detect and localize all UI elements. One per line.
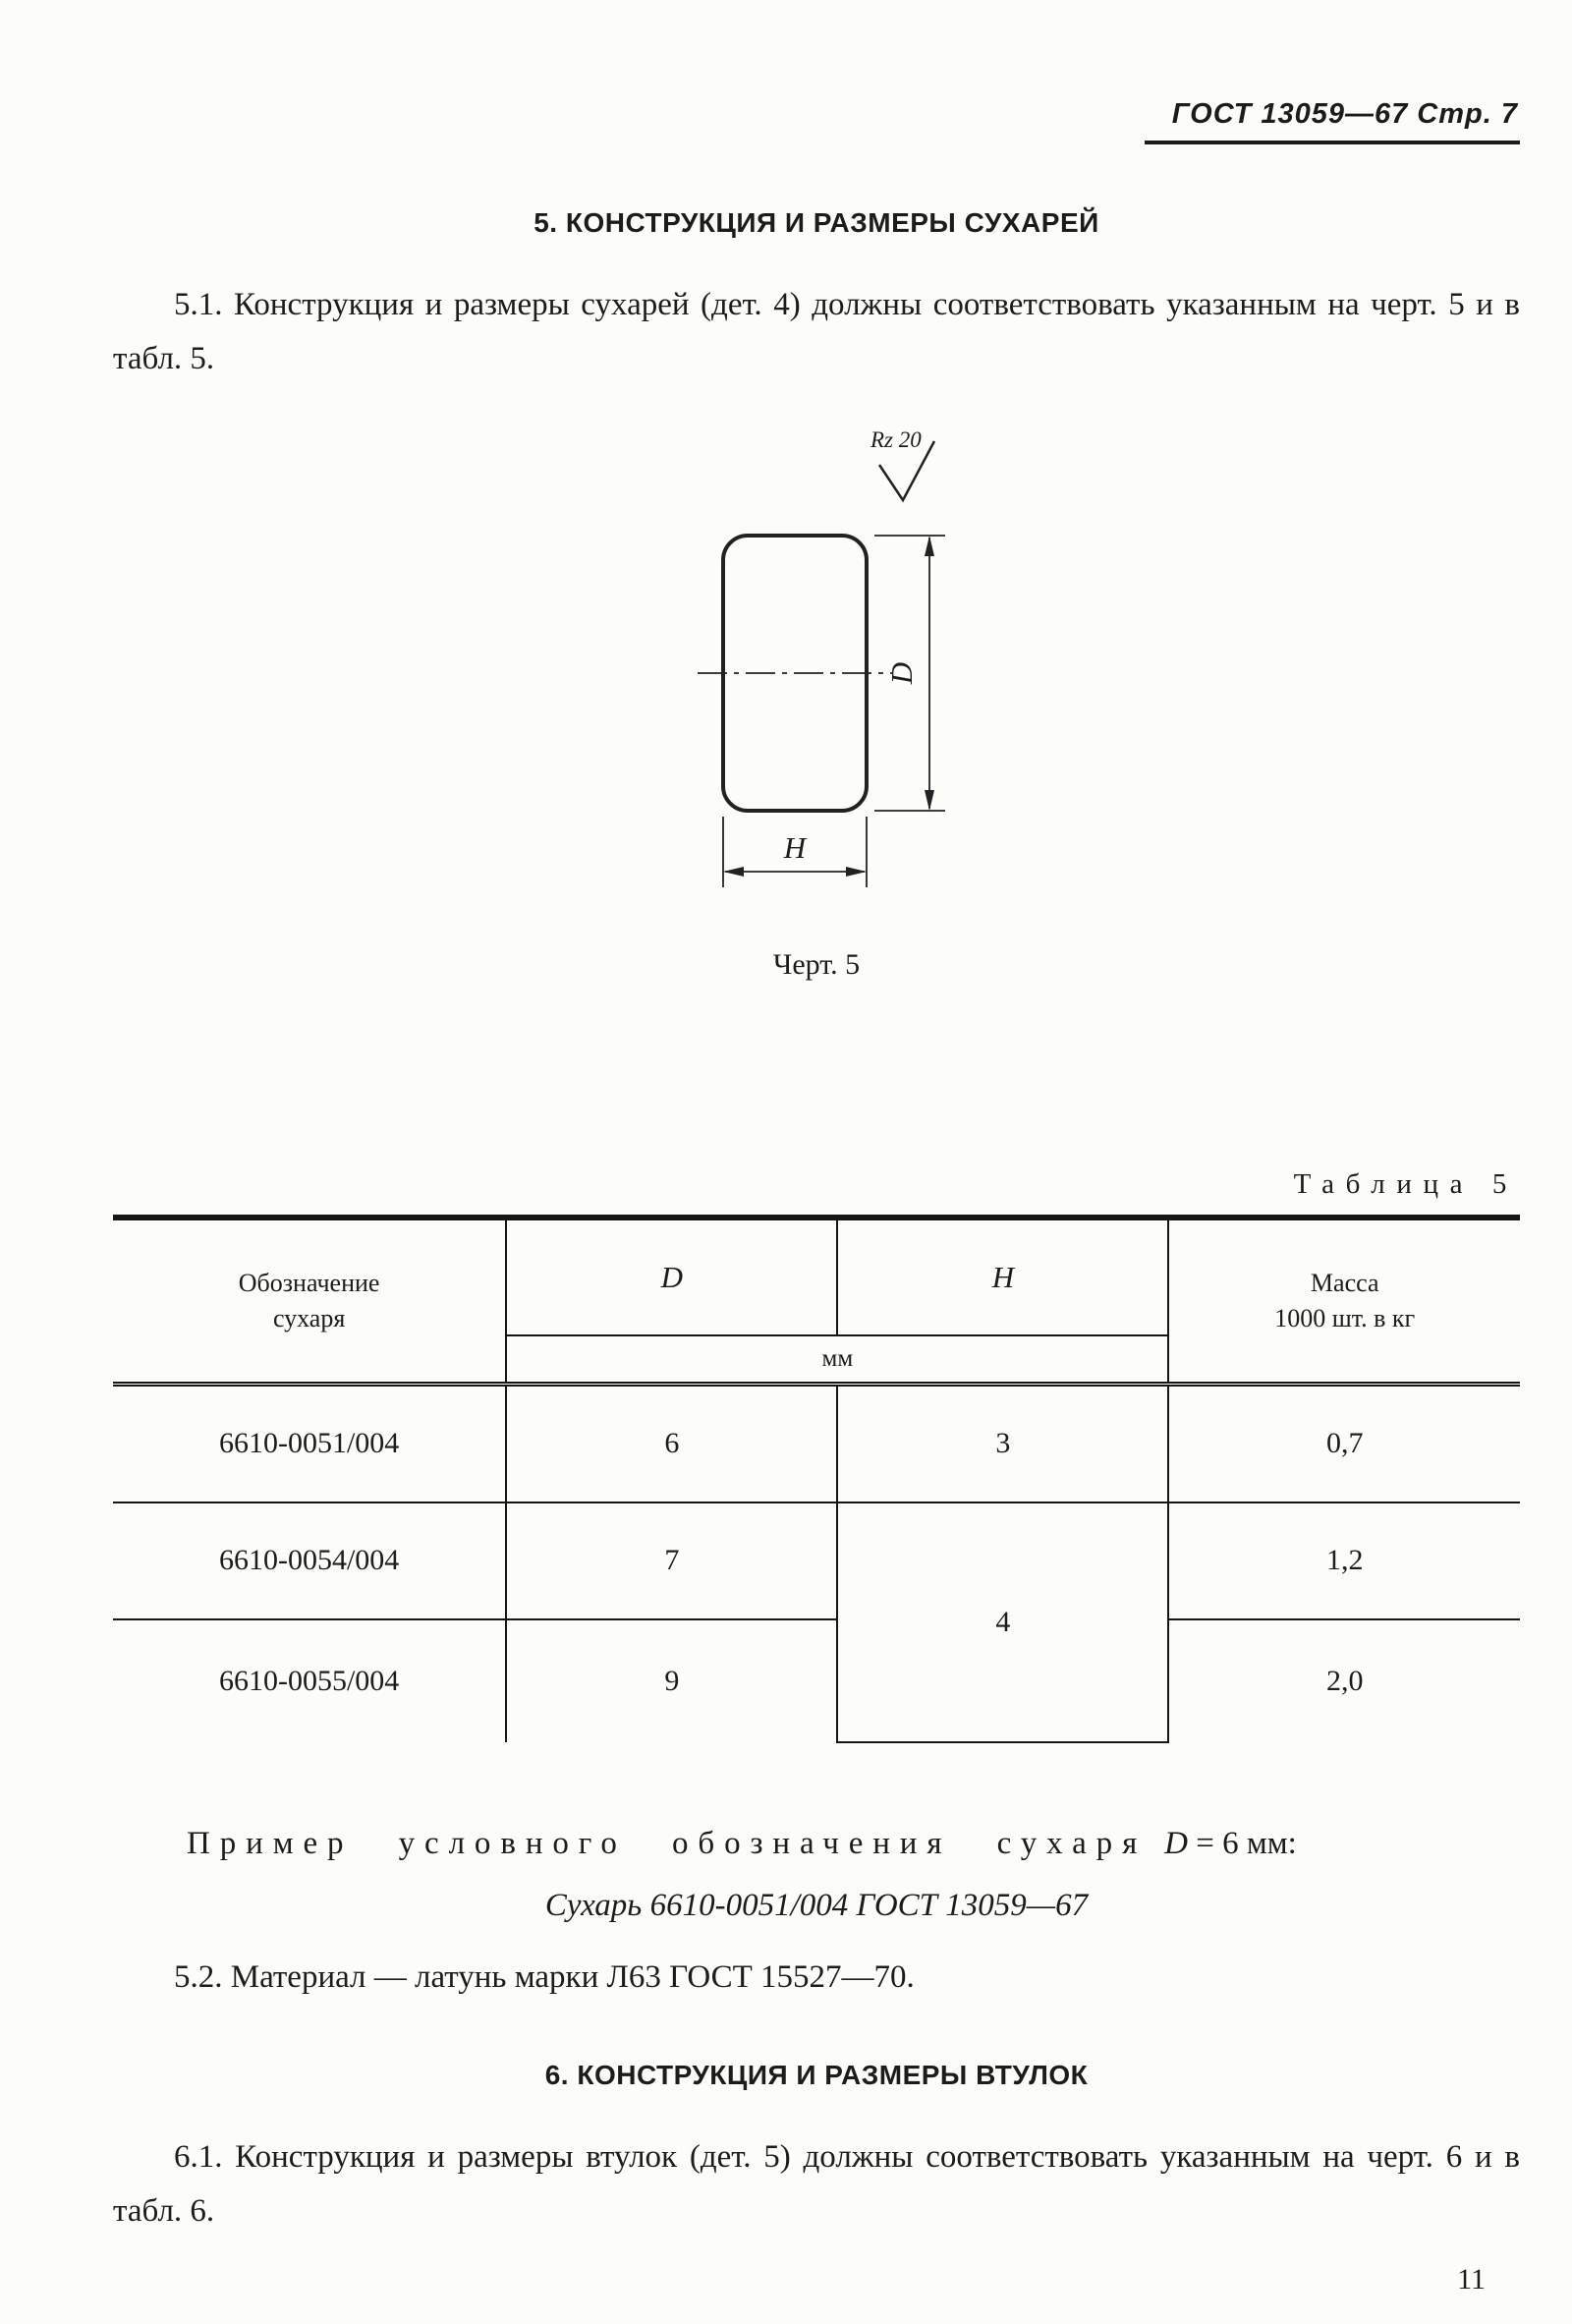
col-header-mass-line1: Масса [1310, 1269, 1379, 1298]
cell-h-merged: 4 [837, 1502, 1168, 1742]
cell-mass: 2,0 [1168, 1619, 1520, 1742]
col-header-d: D [506, 1218, 837, 1335]
arrow-up-icon [925, 536, 934, 556]
example-value: = 6 мм: [1188, 1825, 1297, 1861]
unit-cell: мм [506, 1335, 1168, 1385]
dimension-d-label: D [884, 661, 919, 684]
col-header-mass [1168, 1218, 1520, 1385]
table-row [113, 1619, 1520, 1742]
cell-d: 7 [506, 1502, 837, 1619]
table-label: Таблица 5 [1293, 1167, 1518, 1200]
example-intro: Пример условного обозначения сухаря [187, 1825, 1148, 1861]
col-header-designation-line2: сухаря [272, 1303, 346, 1332]
doc-header: ГОСТ 13059—67 Стр. 7 [1145, 98, 1520, 144]
col-header-mass-line2: 1000 шт. в кг [1274, 1303, 1416, 1332]
roughness-label: Rz 20 [870, 426, 922, 452]
parts-table [113, 1215, 1520, 1743]
cell-designation: 6610-0054/004 [113, 1502, 506, 1619]
part-drawing [540, 422, 1032, 893]
arrow-left-icon [723, 867, 744, 877]
cell-designation: 6610-0051/004 [113, 1384, 506, 1502]
table-header-row [113, 1218, 1520, 1335]
para-5-2: 5.2. Материал — латунь марки Л63 ГОСТ 15527—70. [174, 1958, 915, 1995]
section-6-heading: 6. КОНСТРУКЦИЯ И РАЗМЕРЫ ВТУЛОК [544, 2060, 1089, 2091]
page-header [113, 0, 1520, 144]
cell-mass: 0,7 [1168, 1384, 1520, 1502]
page-number: 11 [1457, 2263, 1486, 2296]
cell-mass: 1,2 [1168, 1502, 1520, 1619]
example-line [113, 1826, 1520, 1862]
figure-chert-5 [113, 422, 1520, 982]
cell-designation: 6610-0055/004 [218, 1664, 400, 1697]
cell-h: 3 [837, 1384, 1168, 1502]
arrow-down-icon [925, 790, 934, 811]
cell-d: 9 [506, 1619, 837, 1742]
table-row [113, 1502, 1520, 1619]
col-header-designation [113, 1218, 506, 1385]
col-header-designation-line1: Обозначение [238, 1269, 380, 1298]
cell-d: 6 [506, 1384, 837, 1502]
designation-line: Сухарь 6610-0051/004 ГОСТ 13059—67 [544, 1887, 1089, 1923]
arrow-right-icon [846, 867, 867, 877]
figure-caption: Черт. 5 [772, 947, 861, 981]
col-header-h: H [837, 1218, 1168, 1335]
section-5-heading: 5. КОНСТРУКЦИЯ И РАЗМЕРЫ СУХАРЕЙ [533, 207, 1099, 238]
example-variable: D [1164, 1825, 1188, 1861]
para-5-1: 5.1. Конструкция и размеры сухарей (дет. 4) должны соответствовать указанным на черт. 5 и в табл. 5. [113, 287, 1520, 376]
table-row [113, 1384, 1520, 1502]
dimension-h-label: H [783, 829, 807, 865]
para-6-1: 6.1. Конструкция и размеры втулок (дет. 5) должны соответствовать указанным на черт. 6 и в табл. 6. [113, 2139, 1520, 2230]
